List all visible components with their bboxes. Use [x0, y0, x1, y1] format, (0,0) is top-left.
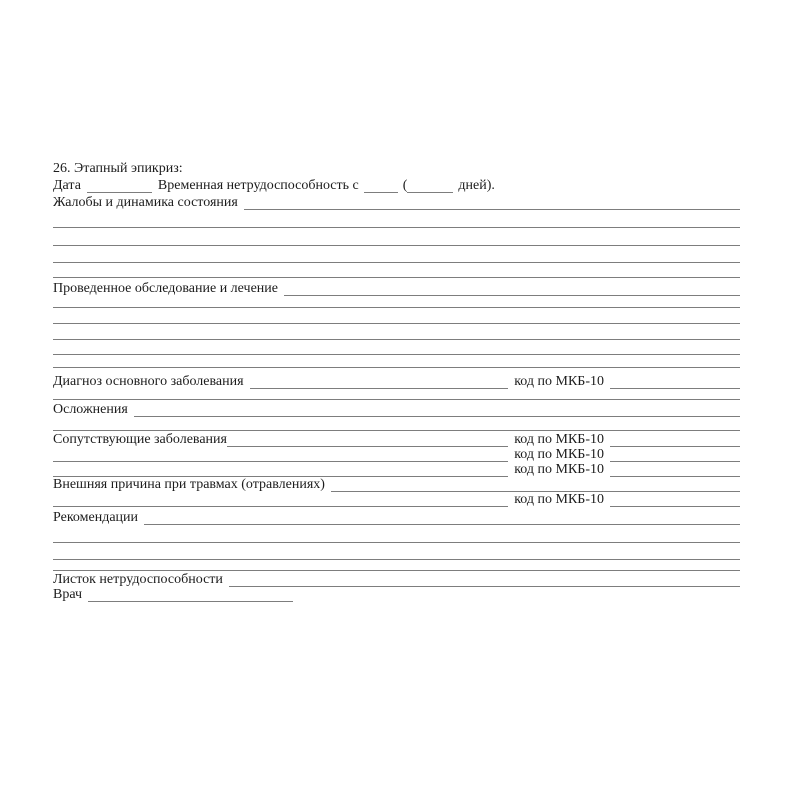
doctor-label: Врач [53, 587, 83, 602]
comorbidity-icd-field-1 [610, 432, 740, 447]
disability-days-field [407, 178, 453, 193]
temp-disability-label: Временная нетрудоспособность с [157, 178, 359, 193]
complaints-row [53, 195, 740, 210]
writing-line [53, 528, 740, 543]
section-title: 26. Этапный эпикриз: [53, 161, 183, 176]
comorbidities-row-3 [53, 462, 740, 477]
sick-leave-field [229, 572, 740, 587]
external-cause-icd-field [610, 492, 740, 507]
complications-label: Осложнения [53, 402, 128, 417]
comorbidity-field-3 [53, 462, 508, 477]
external-cause-icd-row [53, 492, 740, 507]
epicrisis-form [53, 0, 740, 800]
examination-field-line [53, 325, 740, 340]
recommendations-row [53, 510, 740, 525]
writing-line [53, 248, 740, 263]
comorbidities-row-1 [53, 432, 740, 447]
external-cause-row [53, 477, 740, 492]
external-cause-field [331, 477, 740, 492]
recommendations-field-line [53, 528, 740, 543]
comorbidity-field-1 [227, 432, 508, 447]
days-suffix: дней). [458, 178, 495, 193]
writing-line [53, 309, 740, 324]
examination-field-line [53, 293, 740, 308]
icd10-label: код по МКБ-10 [514, 462, 604, 477]
date-label: Дата [53, 178, 81, 193]
complaints-field-line [53, 248, 740, 263]
doctor-field [88, 587, 293, 602]
comorbidity-icd-field-2 [610, 447, 740, 462]
open-paren: ( [402, 178, 408, 193]
complaints-field [244, 195, 740, 210]
examination-label: Проведенное обследование и лечение [53, 281, 278, 296]
comorbidities-row-2 [53, 447, 740, 462]
complaints-field-line [53, 213, 740, 228]
complications-row [53, 402, 740, 417]
section-title-row [53, 161, 740, 176]
sick-leave-row [53, 572, 740, 587]
examination-field-line [53, 309, 740, 324]
comorbidity-field-2 [53, 447, 508, 462]
external-cause-label: Внешняя причина при травмах (отравлениях) [53, 477, 325, 492]
main-diagnosis-field-line [53, 385, 740, 400]
icd10-label: код по МКБ-10 [514, 447, 604, 462]
writing-line [53, 325, 740, 340]
writing-line [53, 556, 740, 571]
sick-leave-label: Листок нетрудоспособности [53, 572, 223, 587]
recommendations-field-line [53, 556, 740, 571]
main-diagnosis-label: Диагноз основного заболевания [53, 374, 244, 389]
complications-field [134, 402, 740, 417]
writing-line [53, 293, 740, 308]
icd10-label: код по МКБ-10 [514, 374, 604, 389]
writing-line [53, 353, 740, 368]
icd10-label: код по МКБ-10 [514, 432, 604, 447]
doctor-row [53, 587, 740, 602]
writing-line [53, 231, 740, 246]
complications-field-line [53, 416, 740, 431]
writing-line [53, 416, 740, 431]
external-cause-field-line [53, 492, 508, 507]
writing-line [53, 385, 740, 400]
comorbidity-icd-field-3 [610, 462, 740, 477]
icd10-label: код по МКБ-10 [514, 492, 604, 507]
complaints-field-line [53, 231, 740, 246]
complaints-label: Жалобы и динамика состояния [53, 195, 238, 210]
writing-line [53, 213, 740, 228]
date-field [87, 178, 152, 193]
recommendations-label: Рекомендации [53, 510, 139, 525]
recommendations-field [144, 510, 740, 525]
disability-from-field [364, 178, 398, 193]
examination-field-line [53, 353, 740, 368]
comorbidities-label: Сопутствующие заболевания [53, 432, 227, 447]
date-disability-row [53, 178, 740, 193]
complaints-field-line [53, 263, 740, 278]
writing-line [53, 263, 740, 278]
